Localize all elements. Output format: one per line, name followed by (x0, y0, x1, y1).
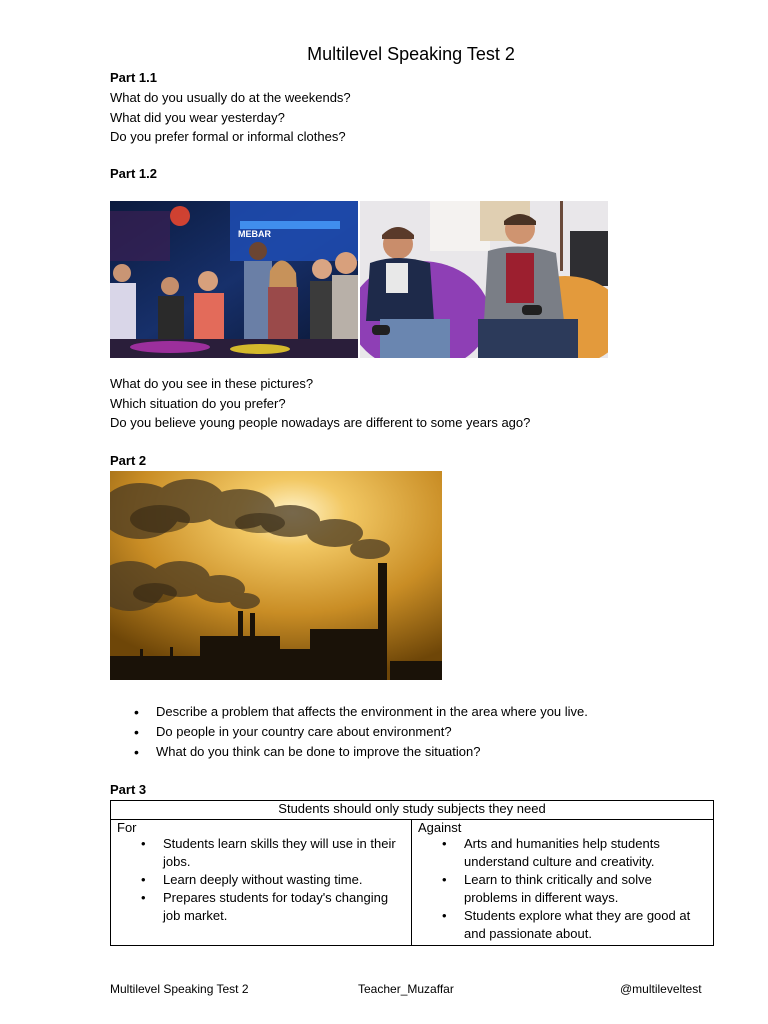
for-label: For (117, 820, 137, 835)
question-1: What do you usually do at the weekends? (110, 90, 351, 105)
for-item: • Prepares students for today's changing job market. (141, 889, 405, 925)
arcade-sign-text: MEBAR (238, 229, 271, 239)
part-1-1-heading: Part 1.1 (110, 70, 157, 85)
question-2: What did you wear yesterday? (110, 109, 285, 125)
factory-pollution-photo (110, 471, 442, 680)
against-item: • Students explore what they are good at and passionate about. (442, 907, 707, 943)
part-1-2-heading: Part 1.2 (110, 166, 157, 181)
against-item: • Arts and humanities help students understand culture and creativity. (442, 835, 707, 871)
question-6: Do you believe young people nowadays are different to some years ago? (110, 415, 531, 430)
part-2-bullet: • Do people in your country care about environment? (134, 722, 588, 742)
part-2-bullet: • Describe a problem that affects the environment in the area where you live. (134, 702, 588, 722)
part-2-heading: Part 2 (110, 453, 147, 468)
for-column (111, 820, 412, 946)
footer-left: Multilevel Speaking Test 2 (110, 982, 249, 996)
footer-right: @multileveltest (620, 982, 702, 996)
table-title: Students should only study subjects they need (111, 801, 714, 820)
part-2-bullet-list (134, 702, 588, 762)
for-item: • Students learn skills they will use in their jobs. (141, 835, 405, 871)
for-against-table (110, 800, 714, 946)
footer-center: Teacher_Muzaffar (358, 982, 454, 996)
part-1-2-questions (110, 374, 530, 433)
against-column (412, 820, 714, 946)
question-5: Which situation do you prefer? (110, 395, 286, 411)
gamers-photo (360, 201, 608, 358)
against-item: • Learn to think critically and solve problems in different ways. (442, 871, 707, 907)
against-list (418, 835, 707, 945)
part-3-heading: Part 3 (110, 782, 147, 797)
question-4: What do you see in these pictures? (110, 376, 314, 391)
for-list (117, 835, 405, 927)
question-3: Do you prefer formal or informal clothes? (110, 129, 346, 144)
against-label: Against (418, 820, 462, 835)
part-1-1-questions (110, 88, 351, 147)
page-title: Multilevel Speaking Test 2 (307, 44, 515, 64)
part-2-bullet: • What do you think can be done to improve the situation? (134, 742, 588, 762)
for-item: • Learn deeply without wasting time. (141, 871, 405, 889)
arcade-friends-photo (110, 201, 358, 358)
